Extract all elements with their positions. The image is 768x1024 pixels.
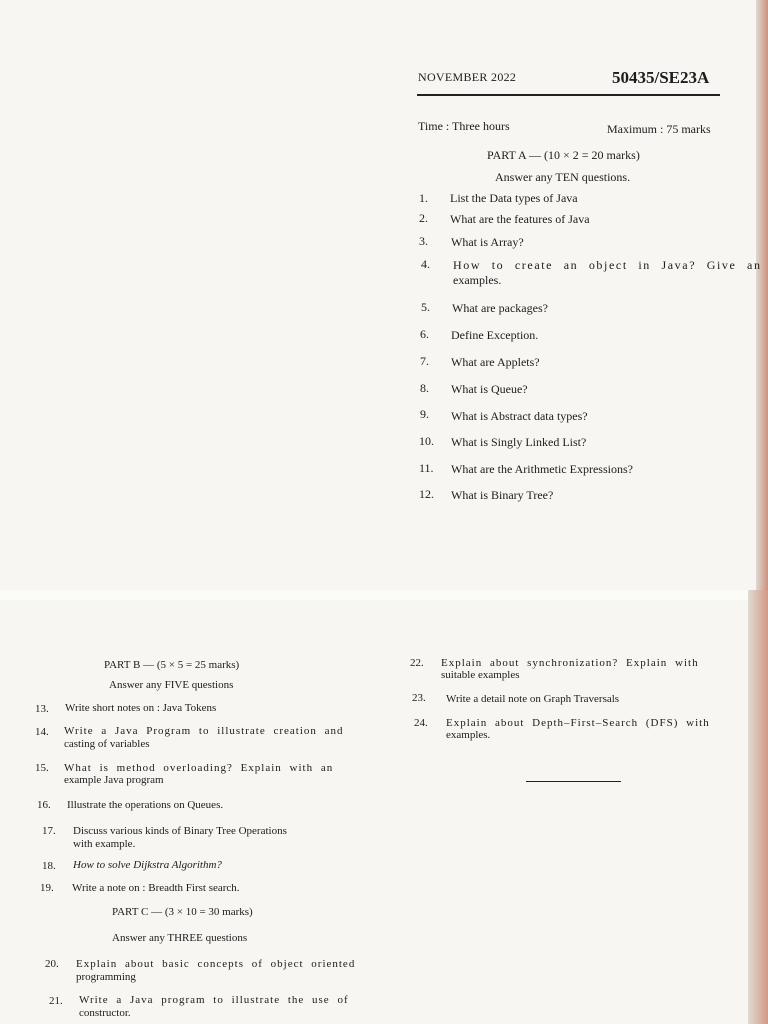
question-text: List the Data types of Java bbox=[450, 191, 578, 205]
question-number: 4. bbox=[421, 257, 430, 271]
question-number: 22. bbox=[410, 657, 424, 669]
question-text-continued: programming bbox=[76, 971, 136, 983]
part-a-instruction: Answer any TEN questions. bbox=[495, 170, 631, 184]
question-text: What is Binary Tree? bbox=[451, 488, 554, 502]
question-text: Discuss various kinds of Binary Tree Operations bbox=[73, 825, 287, 837]
part-b-title: PART B — (5 × 5 = 25 marks) bbox=[104, 659, 240, 671]
page-edge bbox=[756, 0, 768, 590]
question-number: 18. bbox=[42, 860, 56, 872]
page-fold bbox=[0, 590, 748, 600]
part-c-instruction: Answer any THREE questions bbox=[112, 932, 248, 944]
question-text: Write short notes on : Java Tokens bbox=[65, 702, 217, 714]
question-text: What are packages? bbox=[452, 301, 548, 315]
header-rule bbox=[417, 94, 720, 96]
question-number: 5. bbox=[421, 300, 430, 314]
question-text: What is Singly Linked List? bbox=[451, 435, 587, 449]
question-text: What are Applets? bbox=[451, 355, 540, 369]
question-number: 6. bbox=[420, 327, 429, 341]
question-text: Illustrate the operations on Queues. bbox=[67, 799, 224, 811]
question-text: Explain about synchronization? Explain with bbox=[441, 657, 699, 669]
exam-duration: Time : Three hours bbox=[418, 119, 510, 133]
question-text: What is method overloading? Explain with an bbox=[64, 762, 334, 774]
end-rule bbox=[526, 781, 621, 782]
question-text: What are the features of Java bbox=[450, 212, 590, 226]
question-number: 15. bbox=[35, 762, 49, 774]
part-a-title: PART A — (10 × 2 = 20 marks) bbox=[487, 148, 640, 162]
maximum-marks: Maximum : 75 marks bbox=[607, 122, 711, 136]
question-number: 19. bbox=[40, 882, 54, 894]
question-text: What is Abstract data types? bbox=[451, 409, 588, 423]
question-text: Explain about Depth–First–Search (DFS) with bbox=[446, 717, 710, 729]
question-number: 10. bbox=[419, 434, 434, 448]
exam-date: NOVEMBER 2022 bbox=[418, 70, 517, 84]
paper-code: 50435/SE23A bbox=[612, 68, 710, 87]
question-text-continued: examples. bbox=[446, 729, 491, 741]
question-text-continued: examples. bbox=[453, 273, 502, 287]
question-number: 12. bbox=[419, 487, 434, 501]
question-text: Define Exception. bbox=[451, 328, 539, 342]
question-number: 7. bbox=[420, 354, 429, 368]
question-number: 3. bbox=[419, 234, 428, 248]
question-text: Write a detail note on Graph Traversals bbox=[446, 693, 620, 705]
question-text: What are the Arithmetic Expressions? bbox=[451, 462, 633, 476]
question-number: 11. bbox=[419, 461, 434, 475]
question-number: 8. bbox=[420, 381, 429, 395]
question-number: 23. bbox=[412, 692, 426, 704]
question-text-continued: example Java program bbox=[64, 774, 164, 786]
question-text-continued: suitable examples bbox=[441, 669, 520, 681]
question-number: 20. bbox=[45, 958, 59, 970]
question-text: Write a Java Program to illustrate creation and bbox=[64, 725, 344, 737]
question-number: 24. bbox=[414, 717, 428, 729]
question-number: 14. bbox=[35, 726, 49, 738]
part-c-title: PART C — (3 × 10 = 30 marks) bbox=[112, 906, 253, 918]
question-number: 13. bbox=[35, 703, 49, 715]
question-number: 17. bbox=[42, 825, 56, 837]
question-number: 16. bbox=[37, 799, 51, 811]
question-text: What is Array? bbox=[451, 235, 524, 249]
question-text: Explain about basic concepts of object oriented bbox=[76, 958, 356, 970]
question-number: 21. bbox=[49, 995, 63, 1007]
question-number: 1. bbox=[419, 191, 428, 205]
page-edge bbox=[748, 590, 768, 1024]
question-text-continued: constructor. bbox=[79, 1007, 131, 1019]
question-text: Write a Java program to illustrate the use of bbox=[79, 994, 349, 1006]
question-number: 9. bbox=[420, 407, 429, 421]
question-text: How to create an object in Java? Give an bbox=[453, 258, 762, 272]
question-text: What is Queue? bbox=[451, 382, 528, 396]
question-number: 2. bbox=[419, 211, 428, 225]
part-b-instruction: Answer any FIVE questions bbox=[109, 679, 234, 691]
question-text: Write a note on : Breadth First search. bbox=[72, 882, 240, 894]
question-text-continued: with example. bbox=[73, 838, 136, 850]
question-text: How to solve Dijkstra Algorithm? bbox=[73, 859, 222, 871]
question-text-continued: casting of variables bbox=[64, 738, 150, 750]
